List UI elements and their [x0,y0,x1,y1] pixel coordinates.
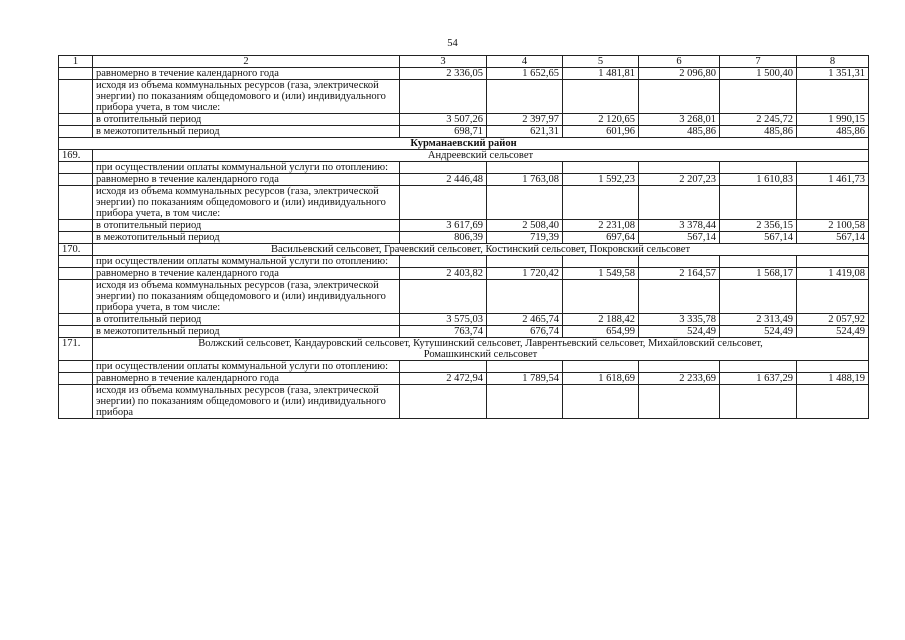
table-row [59,186,869,220]
index-cell [59,174,93,186]
value-cell: 2 313,49 [720,314,797,326]
column-header-row [59,56,869,68]
column-header: 1 [59,56,93,68]
value-cell [720,361,797,373]
table-row [59,68,869,80]
value-cell: 1 610,83 [720,174,797,186]
value-cell [563,385,639,419]
index-cell [59,232,93,244]
value-cell: 763,74 [400,326,487,338]
value-cell [563,162,639,174]
value-cell [487,162,563,174]
value-cell [400,256,487,268]
row-label: в отопительный период [93,220,400,232]
column-header: 8 [797,56,869,68]
table-row [59,361,869,373]
table-row [59,268,869,280]
value-cell: 567,14 [639,232,720,244]
index-cell [59,114,93,126]
table-row [59,232,869,244]
group-header-row [59,150,869,162]
value-cell [639,186,720,220]
value-cell: 2 245,72 [720,114,797,126]
table-row [59,326,869,338]
value-cell: 2 403,82 [400,268,487,280]
value-cell: 676,74 [487,326,563,338]
district-heading: Курманаевский район [59,138,869,150]
value-cell [400,162,487,174]
value-cell: 524,49 [720,326,797,338]
value-cell: 2 164,57 [639,268,720,280]
value-cell [797,186,869,220]
value-cell [487,385,563,419]
district-row [59,138,869,150]
value-cell: 1 351,31 [797,68,869,80]
tariff-table [58,55,869,419]
table-row [59,126,869,138]
value-cell: 806,39 [400,232,487,244]
group-index: 171. [59,338,93,361]
table-row [59,80,869,114]
value-cell [400,80,487,114]
group-title: Васильевский сельсовет, Грачевский сельсовет, Костинский сельсовет, Покровский сельсовет [93,244,869,256]
value-cell: 2 356,15 [720,220,797,232]
value-cell [400,385,487,419]
index-cell [59,80,93,114]
value-cell: 697,64 [563,232,639,244]
row-label: исходя из объема коммунальных ресурсов (газа, электрической энергии) по показаниям общедомового и (или) индивидуального прибора [93,385,400,419]
value-cell [797,80,869,114]
column-header: 2 [93,56,400,68]
value-cell [563,280,639,314]
table-row [59,162,869,174]
row-label: равномерно в течение календарного года [93,174,400,186]
value-cell [797,162,869,174]
value-cell: 1 500,40 [720,68,797,80]
value-cell: 2 472,94 [400,373,487,385]
index-cell [59,280,93,314]
table-row [59,314,869,326]
value-cell [720,162,797,174]
value-cell: 2 336,05 [400,68,487,80]
value-cell: 654,99 [563,326,639,338]
value-cell: 1 592,23 [563,174,639,186]
value-cell: 1 789,54 [487,373,563,385]
value-cell: 2 231,08 [563,220,639,232]
index-cell [59,256,93,268]
value-cell [487,80,563,114]
value-cell: 621,31 [487,126,563,138]
value-cell: 1 618,69 [563,373,639,385]
value-cell: 2 096,80 [639,68,720,80]
index-cell [59,314,93,326]
value-cell [487,256,563,268]
index-cell [59,186,93,220]
value-cell: 1 652,65 [487,68,563,80]
index-cell [59,220,93,232]
value-cell: 3 507,26 [400,114,487,126]
row-label: в отопительный период [93,314,400,326]
value-cell [720,80,797,114]
page-number: 54 [447,38,458,49]
index-cell [59,126,93,138]
value-cell [797,256,869,268]
value-cell [487,280,563,314]
value-cell: 485,86 [720,126,797,138]
value-cell: 1 481,81 [563,68,639,80]
row-label: равномерно в течение календарного года [93,68,400,80]
column-header: 7 [720,56,797,68]
value-cell: 1 488,19 [797,373,869,385]
table-row [59,114,869,126]
value-cell [487,361,563,373]
value-cell: 1 568,17 [720,268,797,280]
value-cell: 698,71 [400,126,487,138]
table-row [59,256,869,268]
column-header: 4 [487,56,563,68]
table-body [59,56,869,419]
value-cell: 2 207,23 [639,174,720,186]
row-label: исходя из объема коммунальных ресурсов (газа, электрической энергии) по показаниям общедомового и (или) индивидуального прибора учета, в том числе: [93,280,400,314]
value-cell: 2 188,42 [563,314,639,326]
value-cell: 2 397,97 [487,114,563,126]
row-label: при осуществлении оплаты коммунальной услуги по отоплению: [93,256,400,268]
row-label: при осуществлении оплаты коммунальной услуги по отоплению: [93,162,400,174]
group-title: Волжский сельсовет, Кандауровский сельсовет, Кутушинский сельсовет, Лаврентьевский сельсовет, Михайловский сельсовет, Ромашкинский сельсовет [93,338,869,361]
value-cell: 485,86 [639,126,720,138]
value-cell: 567,14 [720,232,797,244]
row-label: в межотопительный период [93,126,400,138]
value-cell [639,256,720,268]
row-label: при осуществлении оплаты коммунальной услуги по отоплению: [93,361,400,373]
value-cell: 3 617,69 [400,220,487,232]
value-cell: 2 233,69 [639,373,720,385]
value-cell: 3 268,01 [639,114,720,126]
table-row [59,373,869,385]
value-cell: 2 100,58 [797,220,869,232]
value-cell [797,361,869,373]
value-cell: 719,39 [487,232,563,244]
value-cell [563,186,639,220]
index-cell [59,385,93,419]
value-cell: 2 057,92 [797,314,869,326]
value-cell: 2 465,74 [487,314,563,326]
column-header: 3 [400,56,487,68]
value-cell [400,280,487,314]
group-header-row [59,244,869,256]
value-cell: 2 120,65 [563,114,639,126]
index-cell [59,268,93,280]
value-cell [639,280,720,314]
value-cell: 3 378,44 [639,220,720,232]
value-cell: 524,49 [797,326,869,338]
value-cell [720,186,797,220]
row-label: в отопительный период [93,114,400,126]
value-cell [639,385,720,419]
value-cell: 1 419,08 [797,268,869,280]
value-cell [487,186,563,220]
value-cell [400,186,487,220]
index-cell [59,373,93,385]
table-row [59,280,869,314]
table-row [59,174,869,186]
value-cell: 1 637,29 [720,373,797,385]
group-index: 169. [59,150,93,162]
value-cell [563,80,639,114]
row-label: равномерно в течение календарного года [93,373,400,385]
value-cell: 1 720,42 [487,268,563,280]
index-cell [59,361,93,373]
row-label: исходя из объема коммунальных ресурсов (газа, электрической энергии) по показаниям общедомового и (или) индивидуального прибора учета, в том числе: [93,186,400,220]
value-cell: 2 508,40 [487,220,563,232]
group-header-row [59,338,869,361]
value-cell [639,162,720,174]
value-cell [797,280,869,314]
table-row [59,220,869,232]
value-cell: 485,86 [797,126,869,138]
value-cell: 1 461,73 [797,174,869,186]
group-index: 170. [59,244,93,256]
row-label: в межотопительный период [93,232,400,244]
value-cell: 1 763,08 [487,174,563,186]
row-label: равномерно в течение календарного года [93,268,400,280]
value-cell [720,385,797,419]
value-cell [720,280,797,314]
value-cell [563,361,639,373]
value-cell: 524,49 [639,326,720,338]
index-cell [59,162,93,174]
table-row [59,385,869,419]
value-cell: 1 549,58 [563,268,639,280]
column-header: 6 [639,56,720,68]
value-cell: 3 335,78 [639,314,720,326]
value-cell: 3 575,03 [400,314,487,326]
value-cell: 567,14 [797,232,869,244]
group-title: Андреевский сельсовет [93,150,869,162]
row-label: исходя из объема коммунальных ресурсов (газа, электрической энергии) по показаниям общедомового и (или) индивидуального прибора учета, в том числе: [93,80,400,114]
value-cell: 1 990,15 [797,114,869,126]
index-cell [59,326,93,338]
value-cell [720,256,797,268]
value-cell: 601,96 [563,126,639,138]
column-header: 5 [563,56,639,68]
value-cell [639,80,720,114]
value-cell [400,361,487,373]
value-cell [563,256,639,268]
value-cell [797,385,869,419]
index-cell [59,68,93,80]
value-cell: 2 446,48 [400,174,487,186]
row-label: в межотопительный период [93,326,400,338]
value-cell [639,361,720,373]
